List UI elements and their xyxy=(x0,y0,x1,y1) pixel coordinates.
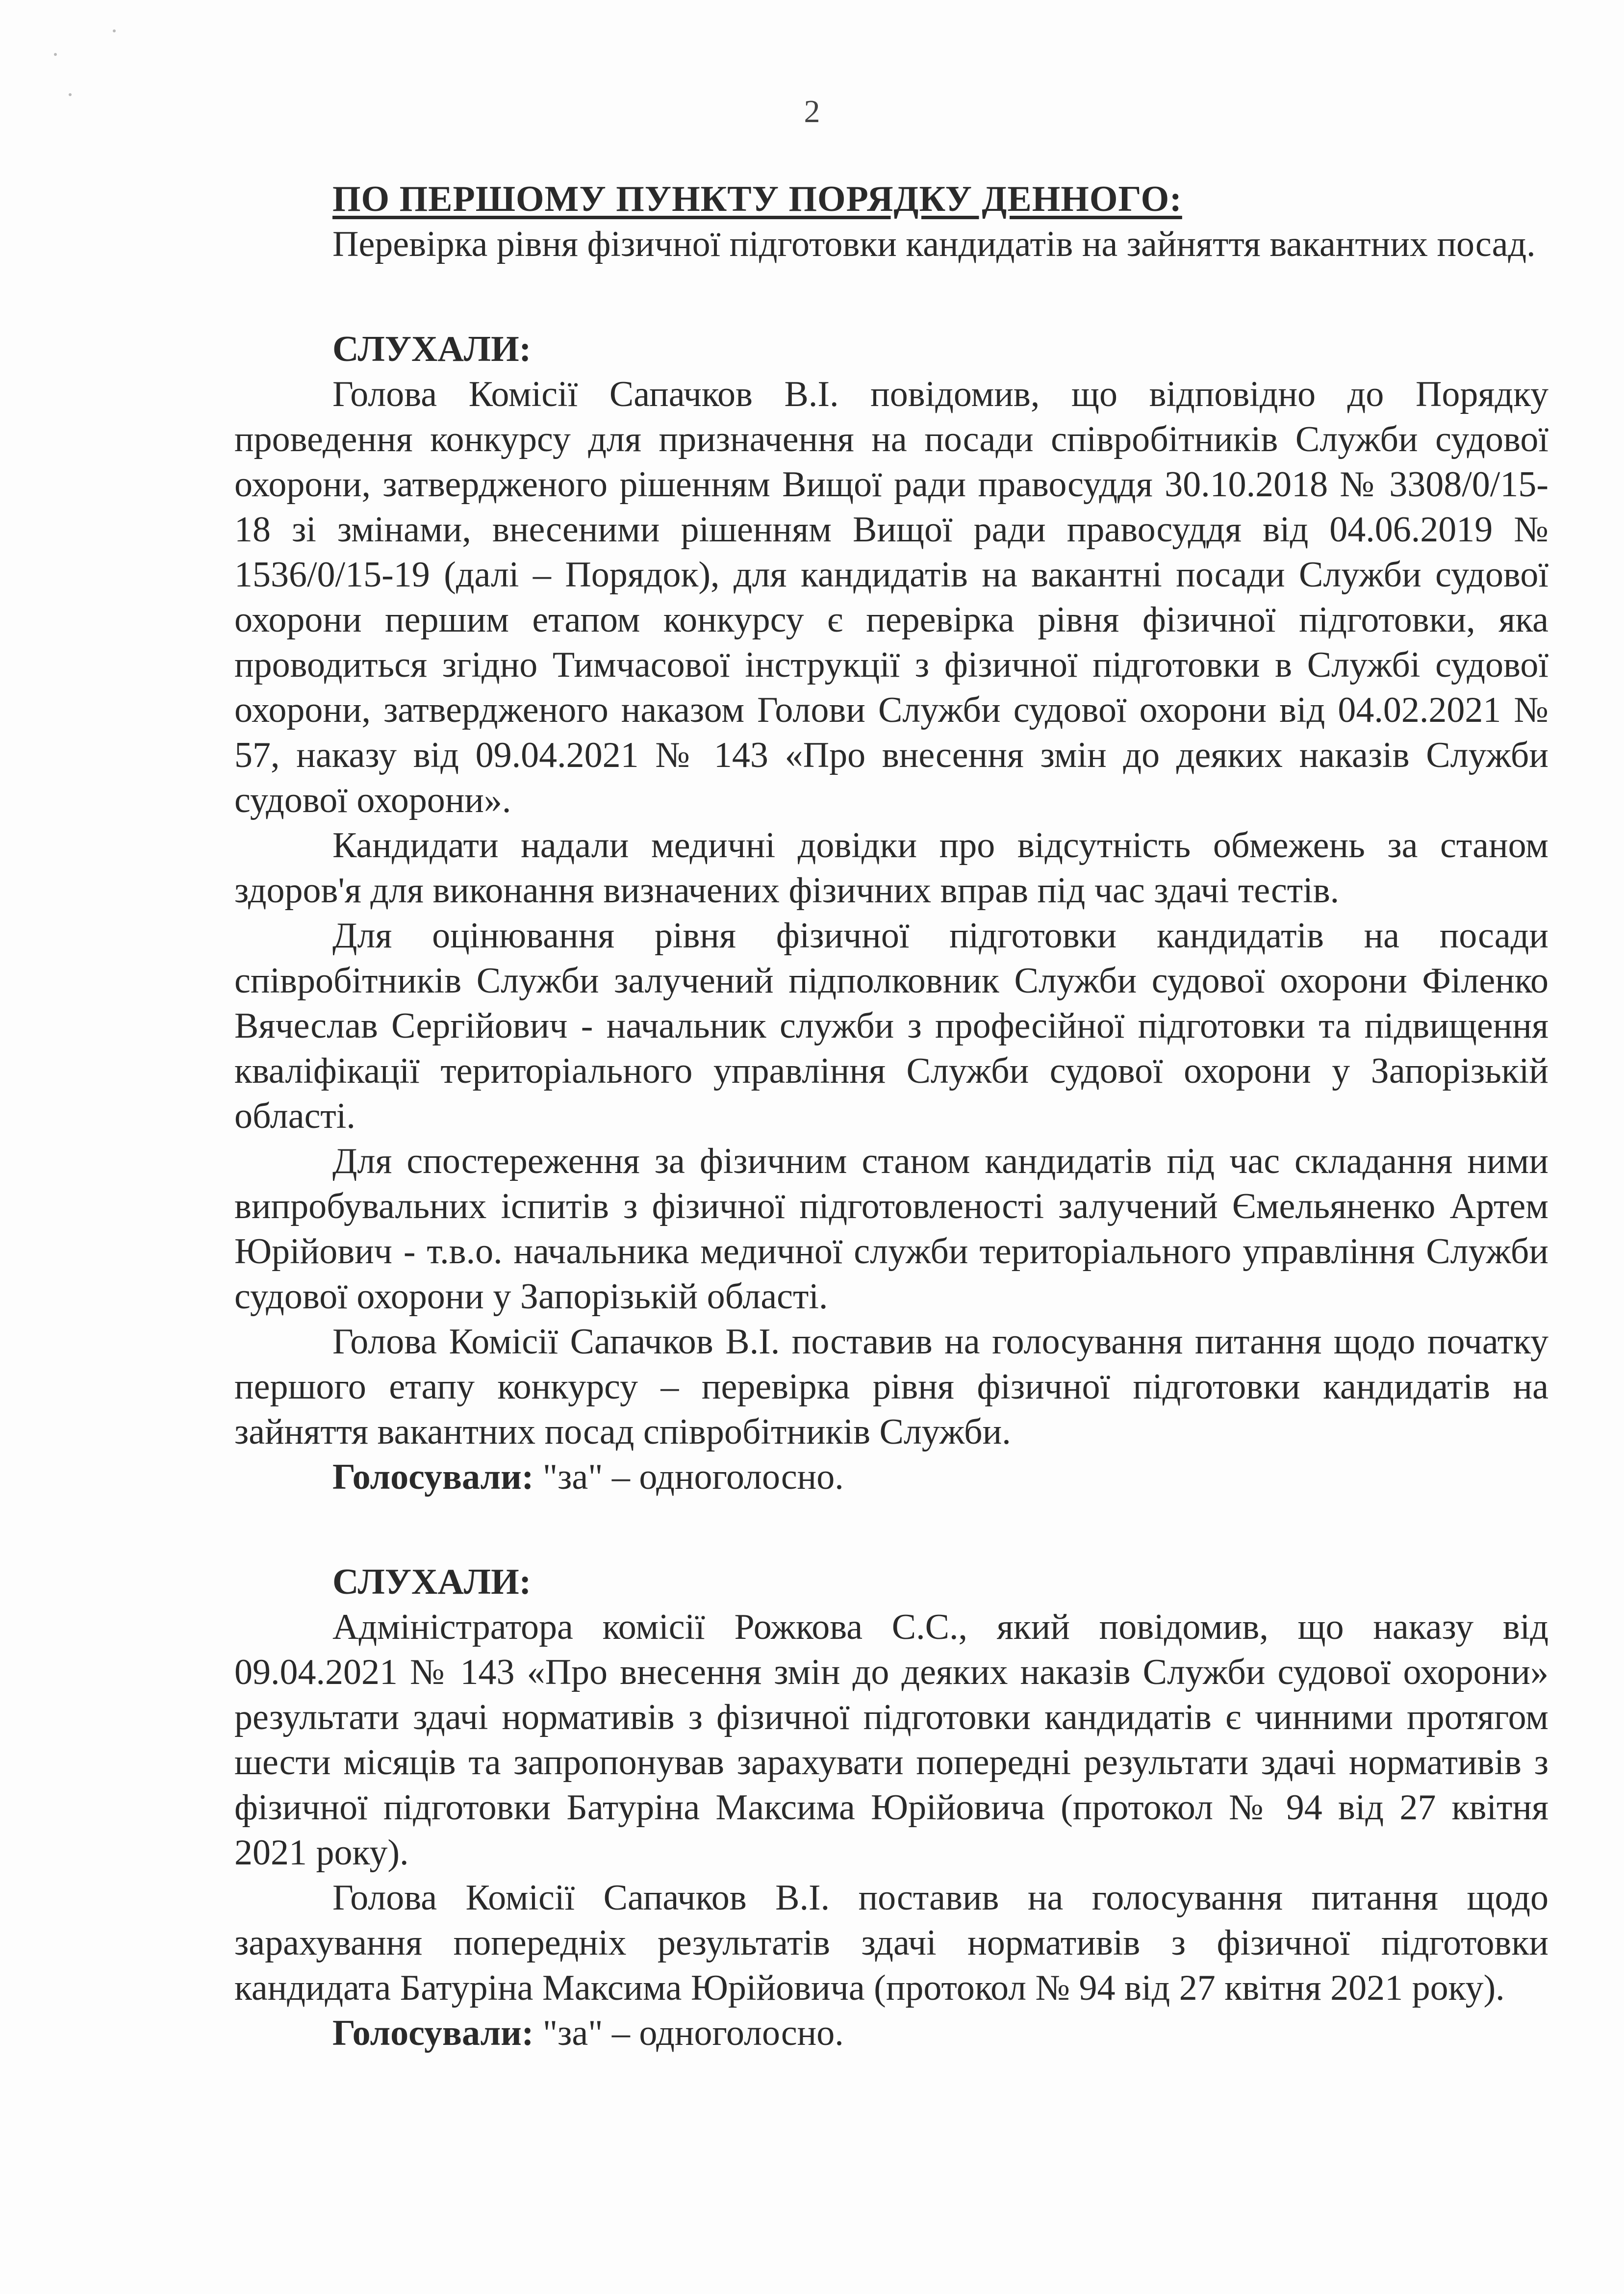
agenda-text: Перевірка рівня фізичної підготовки кандидатів на зайняття вакантних посад. xyxy=(332,224,1536,264)
vote-label: Голосували: xyxy=(332,1457,534,1497)
scan-speck xyxy=(54,53,57,56)
vote-text: "за" – одноголосно. xyxy=(542,2013,844,2053)
paragraph: Кандидати надали медичні довідки про відсутність обмежень за станом здоров'я для виконання визначених фізичних вправ під час здачі тестів. xyxy=(234,825,1548,911)
agenda-title: ПО ПЕРШОМУ ПУНКТУ ПОРЯДКУ ДЕННОГО: xyxy=(332,179,1182,219)
paragraph: Голова Комісії Сапачков В.І. поставив на голосування питання щодо початку першого етапу конкурсу – перевірка рівня фізичної підготовки кандидатів на зайняття вакантних посад співробітників Служби. xyxy=(234,1322,1548,1452)
paragraph: Для спостереження за фізичним станом кандидатів під час складання ними випробувальних іспитів з фізичної підготовленості залучений Ємельяненко Артем Юрійович - т.в.о. начальника медичної служби територіального управління Служби судової охорони у Запорізькій області. xyxy=(234,1141,1548,1317)
scan-speck xyxy=(113,29,116,32)
paragraph: Адміністратора комісії Рожкова С.С., який повідомив, що наказу від 09.04.2021 № 143 «Про внесення змін до деяких наказів Служби судової охорони» результати здачі нормативів з фізичної підготовки кандидатів є чинними протягом шести місяців та запропонував зарахувати попередні результати здачі нормативів з фізичної підготовки Батуріна Максима Юрійовича (протокол № 94 від 27 квітня 2021 року). xyxy=(234,1607,1548,1873)
vote-result xyxy=(234,2011,1548,2056)
section-heading: СЛУХАЛИ: xyxy=(332,1562,532,1602)
page-number: 2 xyxy=(804,94,820,129)
vote-label: Голосували: xyxy=(332,2013,534,2053)
paragraph: Голова Комісії Сапачков В.І. повідомив, що відповідно до Порядку проведення конкурсу для призначення на посади співробітників Служби судової охорони, затвердженого рішенням Вищої ради правосуддя 30.10.2018 № 3308/0/15-18 зі змінами, внесеними рішенням Вищої ради правосуддя від 04.06.2019 № 1536/0/15-19 (далі – Порядок), для кандидатів на вакантні посади Служби судової охорони першим етапом конкурсу є перевірка рівня фізичної підготовки, яка проводиться згідно Тимчасової інструкції з фізичної підготовки в Службі судової охорони, затвердженого наказом Голови Служби судової охорони від 04.02.2021 № 57, наказу від 09.04.2021 № 143 «Про внесення змін до деяких наказів Служби судової охорони». xyxy=(234,374,1548,820)
section-heading: СЛУХАЛИ: xyxy=(332,329,532,369)
paragraph: Голова Комісії Сапачков В.І. поставив на голосування питання щодо зарахування попередніх результатів здачі нормативів з фізичної підготовки кандидата Батуріна Максима Юрійовича (протокол № 94 від 27 квітня 2021 року). xyxy=(234,1878,1548,2008)
vote-result xyxy=(234,1454,1548,1500)
document-body xyxy=(234,177,1548,2056)
paragraph: Для оцінювання рівня фізичної підготовки кандидатів на посади співробітників Служби залучений підполковник Служби судової охорони Філенко Вячеслав Сергійович - начальник служби з професійної підготовки та підвищення кваліфікації територіального управління Служби судової охорони у Запорізькій області. xyxy=(234,916,1548,1136)
vote-text: "за" – одноголосно. xyxy=(542,1457,844,1497)
